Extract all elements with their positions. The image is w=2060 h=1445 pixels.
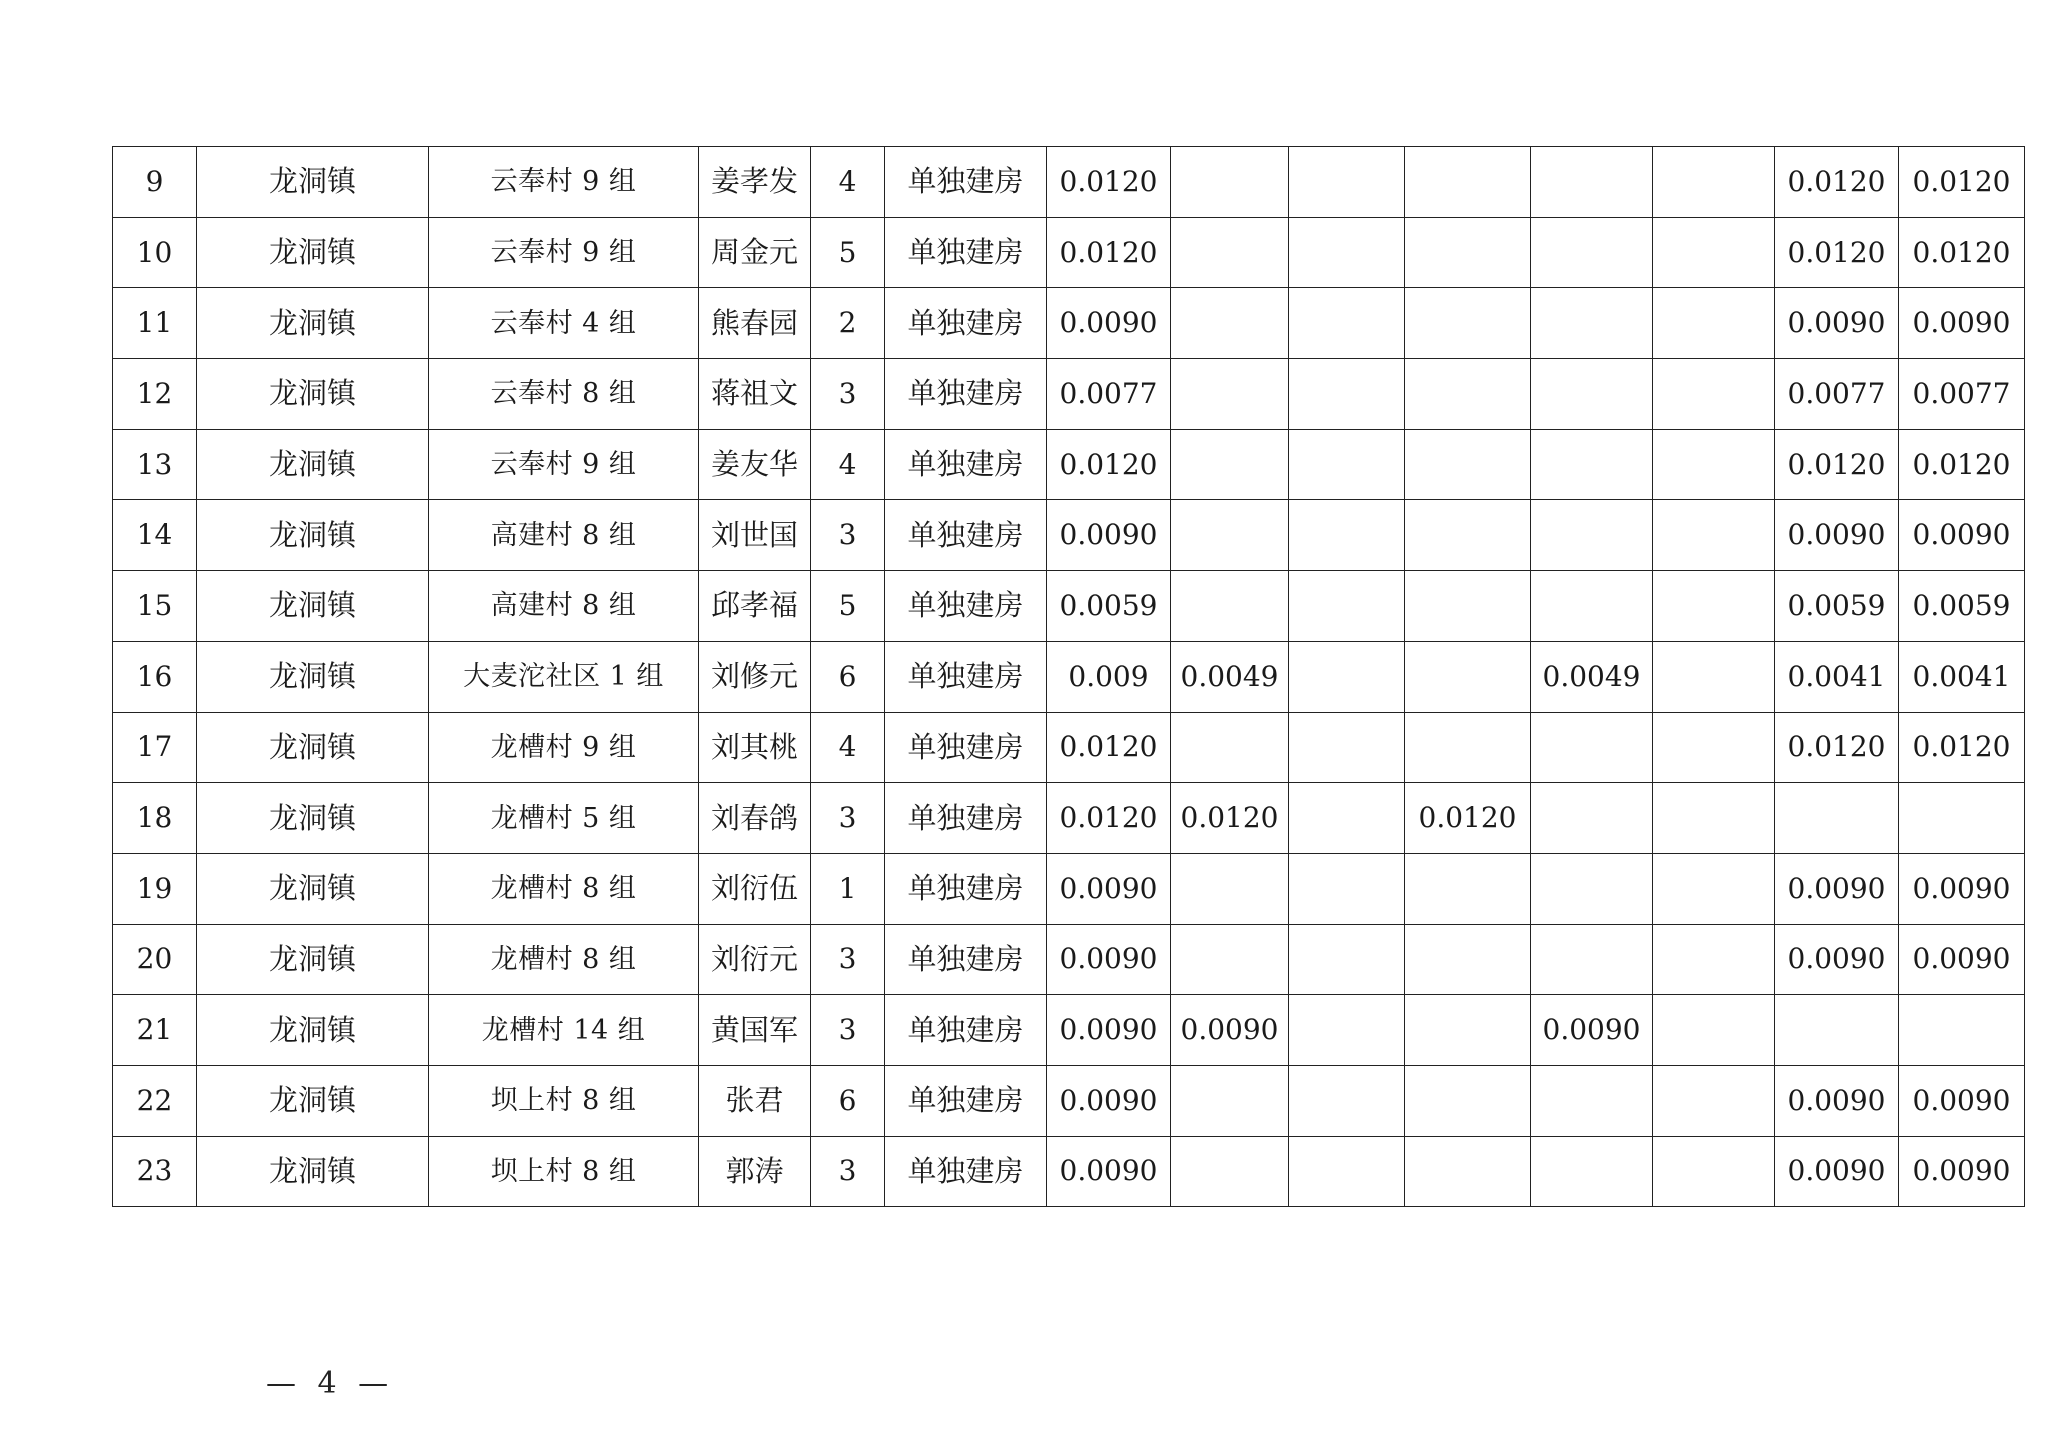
cell-type: 单独建房	[885, 1136, 1047, 1207]
cell-count: 6	[811, 641, 885, 712]
cell-col-14: 0.0090	[1899, 1136, 2025, 1207]
cell-col-11: 0.0049	[1531, 641, 1653, 712]
cell-col-11	[1531, 288, 1653, 359]
cell-col-8	[1171, 853, 1289, 924]
cell-col-11	[1531, 429, 1653, 500]
cell-col-11	[1531, 783, 1653, 854]
cell-type: 单独建房	[885, 429, 1047, 500]
cell-count: 3	[811, 500, 885, 571]
cell-col-8: 0.0090	[1171, 995, 1289, 1066]
cell-village: 坝上村 8 组	[429, 1136, 699, 1207]
table-row	[113, 853, 2025, 924]
cell-col-13: 0.0120	[1775, 147, 1899, 218]
cell-village: 高建村 8 组	[429, 571, 699, 642]
cell-col-8	[1171, 500, 1289, 571]
cell-town: 龙洞镇	[197, 783, 429, 854]
cell-col-10	[1405, 995, 1531, 1066]
cell-seq: 15	[113, 571, 197, 642]
cell-type: 单独建房	[885, 641, 1047, 712]
cell-col-11	[1531, 571, 1653, 642]
cell-col-12	[1653, 147, 1775, 218]
cell-col-8: 0.0049	[1171, 641, 1289, 712]
cell-count: 1	[811, 853, 885, 924]
cell-town: 龙洞镇	[197, 359, 429, 430]
cell-col-12	[1653, 995, 1775, 1066]
cell-total-area: 0.0090	[1047, 995, 1171, 1066]
cell-col-8	[1171, 429, 1289, 500]
cell-col-8	[1171, 359, 1289, 430]
cell-col-13: 0.0090	[1775, 1065, 1899, 1136]
cell-type: 单独建房	[885, 853, 1047, 924]
cell-col-14: 0.0077	[1899, 359, 2025, 430]
cell-town: 龙洞镇	[197, 571, 429, 642]
cell-village: 高建村 8 组	[429, 500, 699, 571]
cell-col-10	[1405, 1065, 1531, 1136]
cell-col-9	[1289, 853, 1405, 924]
cell-col-8	[1171, 217, 1289, 288]
cell-col-14: 0.0090	[1899, 500, 2025, 571]
table-row	[113, 995, 2025, 1066]
cell-col-12	[1653, 783, 1775, 854]
cell-col-8	[1171, 147, 1289, 218]
cell-col-12	[1653, 1065, 1775, 1136]
cell-name: 刘世国	[699, 500, 811, 571]
cell-seq: 13	[113, 429, 197, 500]
table-row	[113, 571, 2025, 642]
cell-village: 云奉村 8 组	[429, 359, 699, 430]
cell-town: 龙洞镇	[197, 147, 429, 218]
cell-total-area: 0.0120	[1047, 783, 1171, 854]
cell-col-10	[1405, 641, 1531, 712]
cell-seq: 12	[113, 359, 197, 430]
cell-col-9	[1289, 429, 1405, 500]
table-row	[113, 147, 2025, 218]
cell-seq: 14	[113, 500, 197, 571]
cell-col-9	[1289, 783, 1405, 854]
table-row	[113, 217, 2025, 288]
cell-total-area: 0.0090	[1047, 1065, 1171, 1136]
cell-col-10	[1405, 147, 1531, 218]
table-row	[113, 1065, 2025, 1136]
cell-col-11	[1531, 924, 1653, 995]
cell-count: 4	[811, 429, 885, 500]
cell-type: 单独建房	[885, 783, 1047, 854]
cell-col-10	[1405, 500, 1531, 571]
cell-col-11	[1531, 500, 1653, 571]
cell-col-8	[1171, 571, 1289, 642]
cell-seq: 19	[113, 853, 197, 924]
cell-col-10	[1405, 924, 1531, 995]
cell-col-14: 0.0120	[1899, 712, 2025, 783]
cell-col-9	[1289, 924, 1405, 995]
cell-town: 龙洞镇	[197, 712, 429, 783]
cell-col-11	[1531, 853, 1653, 924]
cell-col-10	[1405, 712, 1531, 783]
cell-col-12	[1653, 1136, 1775, 1207]
cell-name: 姜友华	[699, 429, 811, 500]
cell-col-13: 0.0090	[1775, 924, 1899, 995]
cell-total-area: 0.0120	[1047, 147, 1171, 218]
cell-col-8	[1171, 1065, 1289, 1136]
cell-count: 5	[811, 217, 885, 288]
cell-count: 3	[811, 924, 885, 995]
cell-count: 3	[811, 1136, 885, 1207]
cell-seq: 23	[113, 1136, 197, 1207]
cell-col-8	[1171, 1136, 1289, 1207]
cell-col-12	[1653, 500, 1775, 571]
cell-type: 单独建房	[885, 147, 1047, 218]
cell-col-13: 0.0059	[1775, 571, 1899, 642]
cell-col-13: 0.0120	[1775, 429, 1899, 500]
cell-village: 龙槽村 9 组	[429, 712, 699, 783]
cell-col-12	[1653, 571, 1775, 642]
table-row	[113, 359, 2025, 430]
cell-seq: 17	[113, 712, 197, 783]
cell-col-11	[1531, 712, 1653, 783]
cell-col-14: 0.0120	[1899, 147, 2025, 218]
cell-village: 龙槽村 5 组	[429, 783, 699, 854]
cell-col-14	[1899, 995, 2025, 1066]
cell-type: 单独建房	[885, 217, 1047, 288]
cell-total-area: 0.0090	[1047, 924, 1171, 995]
cell-col-14	[1899, 783, 2025, 854]
cell-type: 单独建房	[885, 712, 1047, 783]
cell-col-12	[1653, 712, 1775, 783]
cell-count: 5	[811, 571, 885, 642]
cell-total-area: 0.0059	[1047, 571, 1171, 642]
cell-village: 龙槽村 8 组	[429, 853, 699, 924]
cell-village: 坝上村 8 组	[429, 1065, 699, 1136]
cell-seq: 16	[113, 641, 197, 712]
cell-seq: 21	[113, 995, 197, 1066]
cell-col-9	[1289, 641, 1405, 712]
cell-col-14: 0.0090	[1899, 288, 2025, 359]
cell-village: 云奉村 9 组	[429, 147, 699, 218]
table-row	[113, 288, 2025, 359]
cell-col-9	[1289, 1065, 1405, 1136]
cell-name: 刘衍伍	[699, 853, 811, 924]
cell-col-8: 0.0120	[1171, 783, 1289, 854]
cell-col-11	[1531, 217, 1653, 288]
cell-name: 刘修元	[699, 641, 811, 712]
cell-col-10	[1405, 853, 1531, 924]
cell-col-9	[1289, 712, 1405, 783]
cell-col-11	[1531, 147, 1653, 218]
cell-col-13	[1775, 995, 1899, 1066]
cell-name: 蒋祖文	[699, 359, 811, 430]
cell-col-14: 0.0090	[1899, 1065, 2025, 1136]
cell-village: 云奉村 9 组	[429, 217, 699, 288]
cell-seq: 18	[113, 783, 197, 854]
cell-col-9	[1289, 359, 1405, 430]
cell-type: 单独建房	[885, 359, 1047, 430]
cell-total-area: 0.0090	[1047, 1136, 1171, 1207]
cell-town: 龙洞镇	[197, 1065, 429, 1136]
cell-name: 周金元	[699, 217, 811, 288]
cell-col-11: 0.0090	[1531, 995, 1653, 1066]
cell-col-11	[1531, 359, 1653, 430]
cell-col-9	[1289, 217, 1405, 288]
cell-total-area: 0.0090	[1047, 500, 1171, 571]
cell-col-13: 0.0041	[1775, 641, 1899, 712]
cell-name: 黄国军	[699, 995, 811, 1066]
cell-col-14: 0.0059	[1899, 571, 2025, 642]
cell-name: 刘衍元	[699, 924, 811, 995]
table-row	[113, 641, 2025, 712]
cell-seq: 11	[113, 288, 197, 359]
cell-col-11	[1531, 1136, 1653, 1207]
cell-col-12	[1653, 924, 1775, 995]
cell-col-9	[1289, 995, 1405, 1066]
cell-total-area: 0.0077	[1047, 359, 1171, 430]
cell-type: 单独建房	[885, 924, 1047, 995]
cell-col-10	[1405, 1136, 1531, 1207]
cell-total-area: 0.0120	[1047, 712, 1171, 783]
cell-col-8	[1171, 712, 1289, 783]
cell-col-10	[1405, 217, 1531, 288]
cell-col-13: 0.0090	[1775, 853, 1899, 924]
cell-village: 龙槽村 8 组	[429, 924, 699, 995]
cell-name: 刘其桃	[699, 712, 811, 783]
cell-seq: 20	[113, 924, 197, 995]
cell-col-12	[1653, 429, 1775, 500]
cell-type: 单独建房	[885, 500, 1047, 571]
cell-col-12	[1653, 853, 1775, 924]
cell-col-13: 0.0077	[1775, 359, 1899, 430]
cell-type: 单独建房	[885, 571, 1047, 642]
cell-name: 熊春园	[699, 288, 811, 359]
cell-col-14: 0.0041	[1899, 641, 2025, 712]
cell-col-10	[1405, 359, 1531, 430]
cell-town: 龙洞镇	[197, 288, 429, 359]
table-row	[113, 500, 2025, 571]
cell-name: 张君	[699, 1065, 811, 1136]
cell-town: 龙洞镇	[197, 217, 429, 288]
cell-total-area: 0.0120	[1047, 217, 1171, 288]
cell-town: 龙洞镇	[197, 995, 429, 1066]
table-row	[113, 924, 2025, 995]
cell-col-9	[1289, 147, 1405, 218]
cell-village: 云奉村 4 组	[429, 288, 699, 359]
cell-name: 邱孝福	[699, 571, 811, 642]
cell-col-14: 0.0120	[1899, 217, 2025, 288]
cell-town: 龙洞镇	[197, 853, 429, 924]
table-row	[113, 783, 2025, 854]
cell-col-13	[1775, 783, 1899, 854]
cell-count: 3	[811, 359, 885, 430]
cell-type: 单独建房	[885, 1065, 1047, 1136]
table-body	[113, 147, 2025, 1207]
cell-town: 龙洞镇	[197, 924, 429, 995]
cell-col-8	[1171, 924, 1289, 995]
cell-count: 4	[811, 147, 885, 218]
cell-col-9	[1289, 500, 1405, 571]
cell-count: 4	[811, 712, 885, 783]
cell-count: 6	[811, 1065, 885, 1136]
cell-col-9	[1289, 1136, 1405, 1207]
cell-name: 刘春鸽	[699, 783, 811, 854]
cell-seq: 9	[113, 147, 197, 218]
cell-col-11	[1531, 1065, 1653, 1136]
table-row	[113, 1136, 2025, 1207]
cell-town: 龙洞镇	[197, 500, 429, 571]
cell-col-10	[1405, 288, 1531, 359]
cell-village: 云奉村 9 组	[429, 429, 699, 500]
cell-col-10	[1405, 571, 1531, 642]
cell-town: 龙洞镇	[197, 429, 429, 500]
cell-village: 大麦沱社区 1 组	[429, 641, 699, 712]
cell-total-area: 0.009	[1047, 641, 1171, 712]
cell-col-8	[1171, 288, 1289, 359]
cell-town: 龙洞镇	[197, 1136, 429, 1207]
table-row	[113, 429, 2025, 500]
land-use-register-table	[112, 146, 2025, 1207]
cell-col-13: 0.0120	[1775, 217, 1899, 288]
cell-total-area: 0.0120	[1047, 429, 1171, 500]
cell-col-13: 0.0090	[1775, 288, 1899, 359]
cell-col-14: 0.0090	[1899, 924, 2025, 995]
cell-count: 2	[811, 288, 885, 359]
cell-col-13: 0.0120	[1775, 712, 1899, 783]
table-row	[113, 712, 2025, 783]
cell-col-14: 0.0090	[1899, 853, 2025, 924]
cell-col-12	[1653, 217, 1775, 288]
cell-col-9	[1289, 571, 1405, 642]
cell-name: 姜孝发	[699, 147, 811, 218]
page-number: — 4 —	[266, 1366, 395, 1401]
cell-village: 龙槽村 14 组	[429, 995, 699, 1066]
cell-type: 单独建房	[885, 995, 1047, 1066]
cell-col-13: 0.0090	[1775, 1136, 1899, 1207]
cell-col-10	[1405, 429, 1531, 500]
cell-total-area: 0.0090	[1047, 853, 1171, 924]
cell-count: 3	[811, 783, 885, 854]
cell-town: 龙洞镇	[197, 641, 429, 712]
cell-seq: 10	[113, 217, 197, 288]
cell-seq: 22	[113, 1065, 197, 1136]
cell-col-12	[1653, 288, 1775, 359]
cell-col-12	[1653, 641, 1775, 712]
cell-col-13: 0.0090	[1775, 500, 1899, 571]
cell-count: 3	[811, 995, 885, 1066]
cell-col-12	[1653, 359, 1775, 430]
cell-col-14: 0.0120	[1899, 429, 2025, 500]
cell-name: 郭涛	[699, 1136, 811, 1207]
cell-col-9	[1289, 288, 1405, 359]
cell-col-10: 0.0120	[1405, 783, 1531, 854]
cell-total-area: 0.0090	[1047, 288, 1171, 359]
cell-type: 单独建房	[885, 288, 1047, 359]
